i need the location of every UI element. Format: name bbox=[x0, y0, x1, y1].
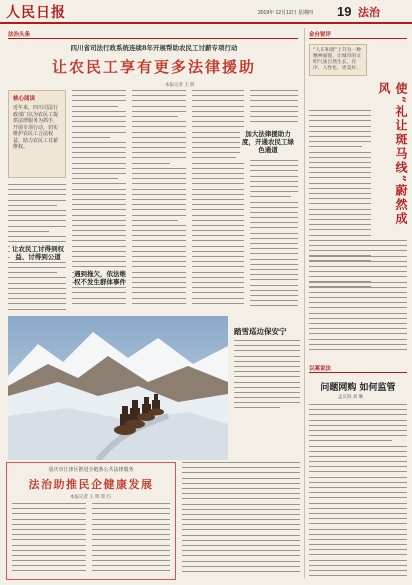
text-column-5-top bbox=[250, 90, 298, 126]
page-name: 法治 bbox=[358, 6, 380, 19]
story-headline: 让农民工享有更多法律援助 bbox=[51, 58, 256, 76]
story-byline: 本报记者 王 明 bbox=[165, 82, 195, 87]
summary-box bbox=[8, 90, 66, 178]
story-kicker: 四川省司法行政系统连续8年开展帮助农民工讨薪专项行动 bbox=[70, 44, 238, 52]
editorial-quote: “人车和谐”上升为一种精神面貌，让城市的文明气质自然生长，有序、人性化、更美好。 bbox=[309, 44, 367, 76]
newspaper-logo: 人民日报 bbox=[6, 5, 66, 21]
photo-caption-text bbox=[234, 340, 300, 420]
editorial-text-bottom bbox=[309, 240, 407, 350]
bottom-text-col-1 bbox=[12, 503, 86, 577]
summary-text: 近年来，四川司法行政部门以为农民工提供法律服务为抓手，开展专项行动，切实维护农民工合法权益，助力农民工讨薪维权。 bbox=[13, 105, 59, 150]
summary-title: 核心阅读 bbox=[13, 96, 36, 102]
subhead-1: 让农民工讨得到权益、讨得到公道 bbox=[12, 245, 64, 261]
bottom-text-col-2 bbox=[92, 503, 170, 577]
bottom-kicker: 重庆市江津区推进全链条公共法律服务 bbox=[48, 467, 134, 473]
photo-caption-title: 踏雪巡边保安宁 bbox=[234, 327, 287, 336]
section-tag: 法治头条 bbox=[8, 32, 31, 38]
case-byline: 孟庆海 刘 琳 bbox=[338, 394, 364, 399]
bottom-byline: 本报记者 王 明 曾 巧 bbox=[70, 494, 112, 499]
right-section-tag: 金台锐评 bbox=[309, 32, 332, 38]
bottom-text-col-3 bbox=[182, 462, 300, 578]
case-text bbox=[309, 404, 407, 578]
text-column-3 bbox=[132, 90, 186, 310]
subhead-3: 遇到拖欠，依法维权不发生群体事件 bbox=[74, 270, 126, 286]
section-rule bbox=[8, 38, 298, 39]
publication-date: 2019年 12月12日 星期四 bbox=[258, 10, 314, 16]
snow-mountain-photo bbox=[8, 316, 228, 460]
page-number: 19 bbox=[337, 4, 352, 19]
text-column-5 bbox=[250, 160, 298, 310]
bottom-headline: 法治助推民企健康发展 bbox=[28, 478, 154, 491]
right-section-tag-2: 以案说法 bbox=[309, 366, 332, 372]
photo-border-patrol bbox=[8, 316, 228, 460]
column-divider bbox=[304, 28, 305, 578]
case-headline: 问题网购 如何监管 bbox=[320, 383, 396, 393]
text-column-4 bbox=[192, 90, 244, 310]
subhead-2: 加大法律援助力度，开通农民工绿色通道 bbox=[242, 130, 294, 154]
right-section-rule bbox=[309, 38, 407, 39]
right-section-rule-2 bbox=[309, 372, 407, 373]
editorial-title: 使“礼让斑马线”蔚然成风 bbox=[377, 82, 408, 226]
